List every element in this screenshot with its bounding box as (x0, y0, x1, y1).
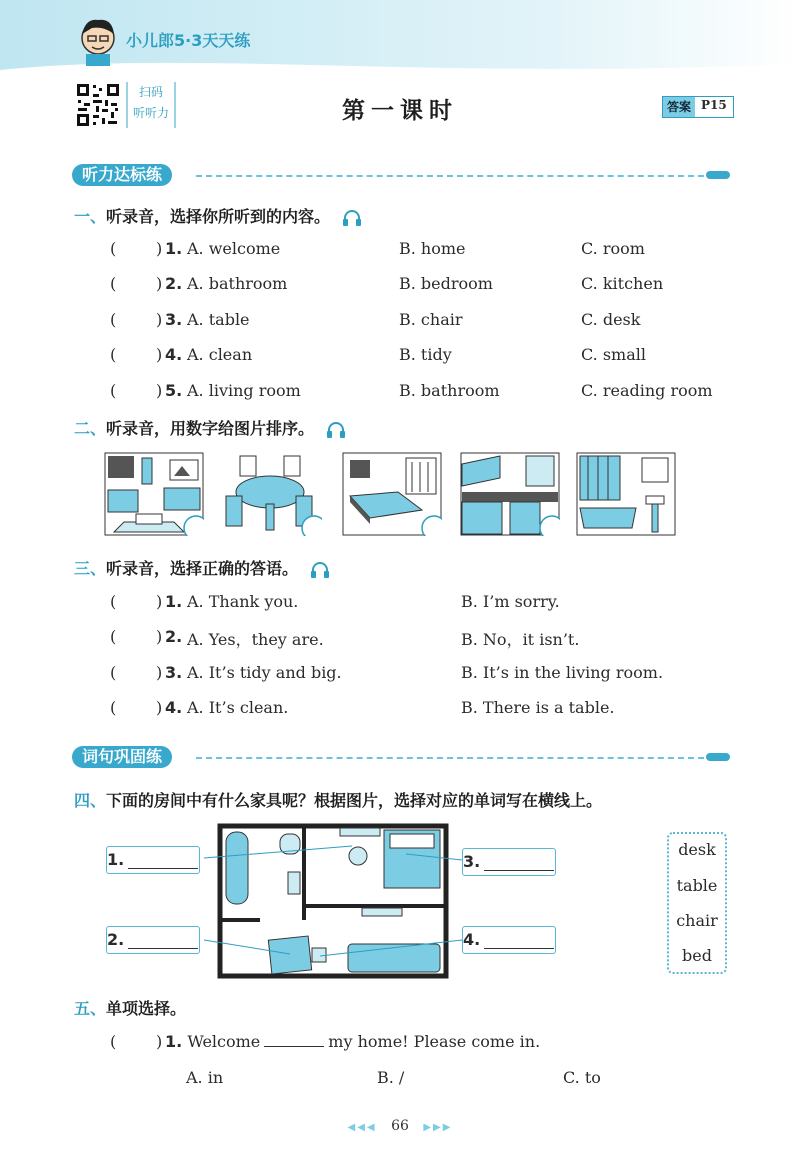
q5-text: 单项选择。 (106, 999, 187, 1018)
q3-text: 听录音，选择正确的答语。 (106, 559, 299, 578)
q1-4-paren-close: ) (156, 345, 163, 364)
page-footer (0, 1118, 800, 1134)
q1-5-a: A. living room (187, 381, 301, 400)
q4-answer-line-1[interactable] (128, 852, 198, 869)
q1-1-a: A. welcome (187, 239, 281, 258)
q3-4-paren-close: ) (156, 698, 163, 717)
word-bank-bed: bed (682, 946, 712, 965)
q4-label-4-num: 4. (463, 930, 481, 949)
q4-text: 下面的房间中有什么家具呢？根据图片，选择对应的单词写在横线上。 (106, 791, 603, 810)
q4-answer-line-3[interactable] (484, 854, 554, 871)
headphones-icon[interactable] (342, 209, 362, 227)
answer-page: P15 (701, 98, 727, 112)
section-divider (196, 175, 704, 177)
floor-plan (200, 820, 470, 982)
q1-5-paren-close: ) (156, 381, 163, 400)
q2-text: 听录音，用数字给图片排序。 (106, 419, 315, 438)
q4-label-1-num: 1. (107, 850, 125, 869)
q4-label-2-num: 2. (107, 930, 125, 949)
bedroom-picture (342, 452, 442, 536)
q5-1-option-c: C. to (563, 1068, 601, 1087)
q4-label-3-num: 3. (463, 852, 481, 871)
q1-3-a: A. table (187, 310, 250, 329)
q3-4-b: B. There is a table. (461, 698, 615, 717)
right-arrows-icon: ▶▶▶ (423, 1122, 453, 1133)
q3-4-paren-open: ( (110, 698, 117, 717)
q5-number: 五、 (74, 999, 107, 1018)
q1-text: 听录音，选择你所听到的内容。 (106, 207, 331, 226)
q1-4-num: 4. (165, 345, 183, 364)
q5-1-option-b: B. / (377, 1068, 405, 1087)
q1-2-c: C. kitchen (581, 274, 664, 293)
q4-label-4 (462, 926, 556, 954)
q4-label-1 (106, 846, 200, 874)
q1-1-paren-close: ) (156, 239, 163, 258)
word-bank-desk: desk (678, 840, 716, 859)
q1-4-c: C. small (581, 345, 646, 364)
q1-4-a: A. clean (187, 345, 253, 364)
headphones-icon[interactable] (326, 421, 346, 439)
q5-1-option-a: A. in (186, 1068, 224, 1087)
q4-label-2 (106, 926, 200, 954)
q1-1-b: B. home (399, 239, 466, 258)
q3-1-paren-open: ( (110, 592, 117, 611)
kitchen-picture (460, 452, 560, 536)
q5-1-stem-after: my home! Please come in. (328, 1032, 541, 1051)
left-arrows-icon: ◀◀◀ (347, 1122, 377, 1133)
bathroom-picture (576, 452, 676, 536)
section-words-pill: 词句巩固练 (72, 746, 172, 768)
q1-4-b: B. tidy (399, 345, 452, 364)
q2-number: 二、 (74, 419, 107, 438)
scan-line-1: 扫码 (138, 85, 163, 99)
word-bank (667, 832, 727, 974)
q3-3-paren-open: ( (110, 663, 117, 682)
q1-2-a: A. bathroom (187, 274, 288, 293)
section-listening-pill: 听力达标练 (72, 164, 172, 186)
boy-mascot-icon (74, 14, 122, 66)
q1-2-num: 2. (165, 274, 183, 293)
q5-1-blank[interactable] (264, 1032, 324, 1047)
q1-2-b: B. bedroom (399, 274, 493, 293)
q4-answer-line-4[interactable] (484, 932, 554, 949)
q3-4-num: 4. (165, 698, 183, 717)
q3-3-paren-close: ) (156, 663, 163, 682)
q1-heading (74, 204, 362, 227)
q1-3-paren-close: ) (156, 310, 163, 329)
q4-number: 四、 (74, 791, 107, 810)
brand-title: 小儿郎5·3天天练 (126, 31, 251, 50)
q1-1-c: C. room (581, 239, 645, 258)
q5-heading (74, 996, 186, 1019)
q3-2-a: A. Yes，they are. (187, 630, 324, 649)
q1-2-paren-close: ) (156, 274, 163, 293)
q5-1-num: 1. (165, 1032, 183, 1051)
q2-heading (74, 416, 346, 439)
q1-4-paren-open: ( (110, 345, 117, 364)
q1-5-b: B. bathroom (399, 381, 500, 400)
q1-number: 一、 (74, 207, 107, 226)
answer-badge (662, 96, 734, 118)
q3-3-b: B. It’s in the living room. (461, 663, 664, 682)
q1-5-num: 5. (165, 381, 183, 400)
q3-2-paren-open: ( (110, 627, 117, 646)
word-bank-table: table (676, 876, 718, 895)
q1-3-num: 3. (165, 310, 183, 329)
pencil-icon (706, 171, 730, 179)
headphones-icon[interactable] (310, 561, 330, 579)
q1-5-c: C. reading room (581, 381, 713, 400)
scan-line-2: 听听力 (132, 106, 169, 120)
q3-1-b: B. I’m sorry. (461, 592, 560, 611)
dining-table-picture (222, 452, 322, 536)
q3-3-a: A. It’s tidy and big. (187, 663, 342, 682)
q3-1-num: 1. (165, 592, 183, 611)
q5-1-paren-open: ( (110, 1032, 117, 1051)
q3-3-num: 3. (165, 663, 183, 682)
q1-3-paren-open: ( (110, 310, 117, 329)
q3-2-paren-close: ) (156, 627, 163, 646)
q1-1-num: 1. (165, 239, 183, 258)
living-room-picture (104, 452, 204, 536)
q1-3-b: B. chair (399, 310, 463, 329)
page-title: 第一课时 (342, 98, 458, 124)
q3-2-b: B. No，it isn’t. (461, 630, 580, 649)
q5-1-paren-close: ) (156, 1032, 163, 1051)
q1-5-paren-open: ( (110, 381, 117, 400)
answer-label: 答案 (663, 97, 695, 117)
q3-1-a: A. Thank you. (187, 592, 299, 611)
q4-label-3 (462, 848, 556, 876)
q3-2-num: 2. (165, 627, 183, 646)
q1-1-paren-open: ( (110, 239, 117, 258)
q3-4-a: A. It’s clean. (187, 698, 289, 717)
q5-1-stem (165, 1032, 540, 1051)
q3-1-paren-close: ) (156, 592, 163, 611)
q4-heading (74, 788, 602, 811)
q4-answer-line-2[interactable] (128, 932, 198, 949)
q3-number: 三、 (74, 559, 107, 578)
page-number: 66 (391, 1118, 409, 1134)
pencil-icon (706, 753, 730, 761)
q5-1-stem-before: Welcome (187, 1032, 261, 1051)
q3-heading (74, 556, 330, 579)
q1-2-paren-open: ( (110, 274, 117, 293)
word-bank-chair: chair (676, 911, 718, 930)
q1-3-c: C. desk (581, 310, 641, 329)
section-divider (196, 757, 704, 759)
